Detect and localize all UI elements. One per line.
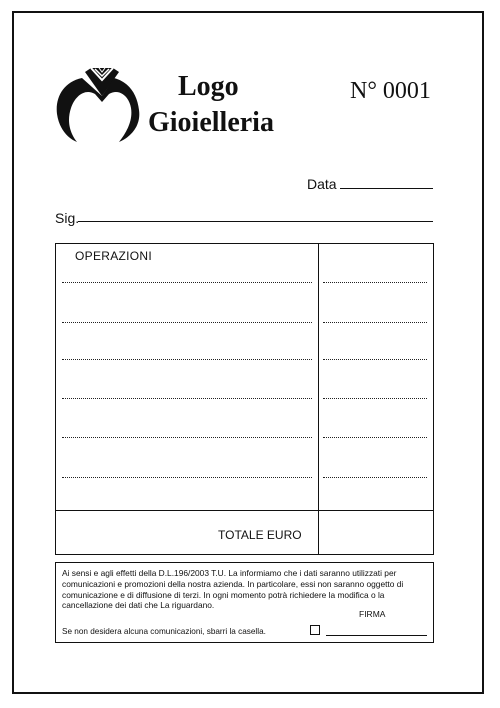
operation-line-4[interactable] bbox=[62, 398, 312, 399]
amount-line-6[interactable] bbox=[323, 477, 427, 478]
operation-line-5[interactable] bbox=[62, 437, 312, 438]
sig-field-line[interactable] bbox=[78, 221, 433, 222]
data-field-line[interactable] bbox=[340, 188, 433, 189]
amount-line-3[interactable] bbox=[323, 359, 427, 360]
operation-line-2[interactable] bbox=[62, 322, 312, 323]
operations-header: OPERAZIONI bbox=[75, 249, 153, 263]
operation-line-3[interactable] bbox=[62, 359, 312, 360]
signature-line[interactable] bbox=[326, 635, 427, 636]
amount-line-5[interactable] bbox=[323, 437, 427, 438]
privacy-notice-text: Ai sensi e agli effetti della D.L.196/2003 T.U. La informiamo che i dati saranno utilizzati per comunicazioni e promozioni della nostra azienda. In particolare, essi non saranno oggetto di comunicazione e di diffusione di terzi. In ogni momento potrà richiedere la modifica o la cancellazione dei dati che La riguardano. bbox=[62, 568, 404, 611]
total-row-divider bbox=[56, 510, 433, 511]
total-column-divider bbox=[318, 510, 319, 555]
optout-checkbox[interactable] bbox=[310, 625, 320, 635]
privacy-notice-box bbox=[55, 562, 434, 643]
operations-table bbox=[55, 243, 434, 555]
amount-line-2[interactable] bbox=[323, 322, 427, 323]
firma-label: FIRMA bbox=[359, 609, 386, 619]
data-label: Data bbox=[307, 176, 337, 192]
amount-line-4[interactable] bbox=[323, 398, 427, 399]
sig-label: Sig. bbox=[55, 210, 80, 226]
column-divider bbox=[318, 244, 319, 510]
logo-title-line2: Gioielleria bbox=[148, 107, 274, 138]
operation-line-1[interactable] bbox=[62, 282, 312, 283]
operation-line-6[interactable] bbox=[62, 477, 312, 478]
amount-line-1[interactable] bbox=[323, 282, 427, 283]
logo-title-line1: Logo bbox=[178, 71, 239, 102]
ring-logo-icon bbox=[55, 66, 140, 144]
optout-text: Se non desidera alcuna comunicazioni, sbarri la casella. bbox=[62, 627, 266, 636]
total-label: TOTALE EURO bbox=[218, 528, 302, 542]
receipt-number: N° 0001 bbox=[350, 78, 431, 104]
